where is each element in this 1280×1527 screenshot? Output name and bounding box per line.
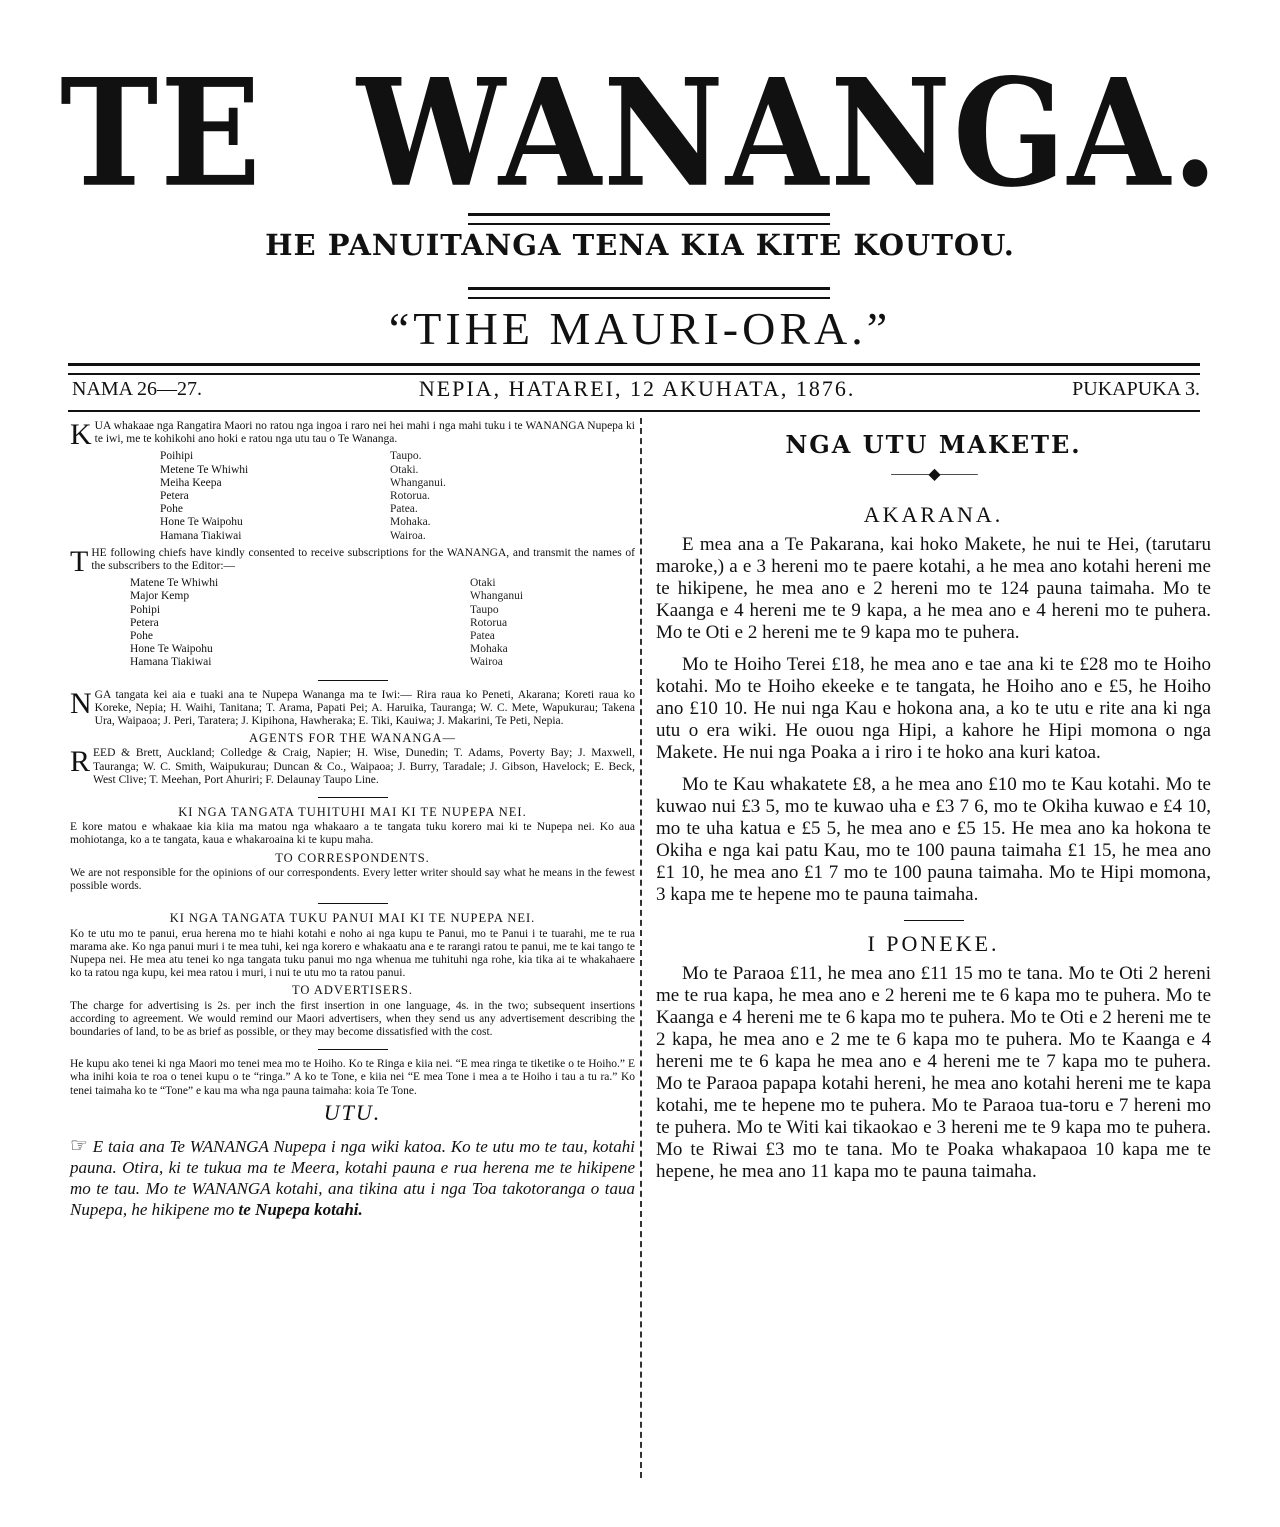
list-item: Poihipi Taupo. (160, 450, 422, 463)
advertisers-heading-english: TO ADVERTISERS. (292, 983, 413, 998)
poneke-heading: I PONEKE. (867, 931, 1000, 956)
volume-number: PUKAPUKA 3. (1072, 377, 1200, 400)
chiefs-maori-list (70, 450, 635, 542)
akarana-heading: AKARANA. (863, 502, 1004, 527)
poneke-paragraph: Mo te Paraoa £11, he mea ano £11 15 mo te tana. Mo te Oti 2 hereni me te rua kapa, he mea ano e 2 hereni me te 6 kapa mo te puhera. Mo te Kaanga e 4 hereni me te 6 kapa mo te puhera. Mo te Oti e 2 hereni me te 2 kapa, he mea ano e 2 me te 6 kapa mo te puhera. Mo te Kaanga e 4 hereni me te 6 kapa he mea ano e 4 hereni me te 7 kapa mo te puhera. Mo te Paraoa papapa kotahi hereni, he mea ano kotahi hereni me te kapa kotahi, me te hepene mo te puhera. Mo te Paraoa tua-toru e 7 hereni mo te puhera. Mo te Witi kai tikaokao e 3 hereni me te 9 kapa mo te puhera. Mo te Riwai £3 mo te tana. Mo te Poaka whakapaoa 10 kapa me te hepene, he mea ano 11 kapa mo te pauna taimaha. (656, 963, 1211, 1182)
list-item: Metene Te Whiwhi Otaki. (160, 463, 419, 476)
list-item: Pohe Patea (130, 630, 495, 643)
market-prices-heading: NGA UTU MAKETE. (785, 430, 1082, 459)
akarana-paragraph: E mea ana a Te Pakarana, kai hoko Makete, he nui te Hei, (tarutaru maroke,) a e 3 hereni mo te paere kotahi, a he mea ano kotahi hereni me te hikipene, he mea ano e 2 hereni mo te 124 pauna taimaha. Mo te Kaanga e 4 hereni me te 9 kapa, a he mea ano e 4 hereni mo te puhera. Mo te Oti e 2 hereni me te 9 kapa mo te puhera. (656, 534, 1211, 643)
section-rule (318, 797, 388, 798)
motto: “TIHE MAURI-ORA.” (388, 303, 892, 354)
issue-number: NAMA 26—27. (72, 377, 203, 400)
masthead-word-te: TE (60, 46, 263, 221)
pointing-hand-icon: ☞ (70, 1134, 88, 1157)
list-item: Meiha Keepa Whanganui. (160, 476, 446, 489)
advertisers-english: The charge for advertising is 2s. per inch the first insertion in one language, 4s. in the two; subsequent insertions according to agreement. We would remind our Maori advertisers, when they send us any advertisement describing the boundaries of land, to be as brief as possible, or they may become dissatisfied with the cost. (70, 999, 635, 1038)
list-item: Petera Rotorua. (160, 490, 430, 503)
list-item: Pohe Patea. (160, 503, 418, 516)
section-rule (318, 1049, 388, 1050)
advertisers-maori: Ko te utu mo te panui, erua herena mo te hiahi kotahi e noho ai nga kupu te Panui, mo te Panui i te tuarahi, me te rua marama ake. Ko nga panui muri i te mea tuhi, kei nga korero e whakaatu ana e te rarangi ratou te panui, me te kai tango te Nupepa nei. He mea atu tenei ko nga tangata tuku panui mo nga whenua me tuhituhi nga rohe, kia tika ai te whakahaere ko ta ratou nga kupu, kei mea ratou i muri, i nui te utu mo ta ratou panui. (70, 927, 635, 980)
left-column (70, 420, 635, 1237)
section-rule (318, 903, 388, 904)
list-item: Hone Te Waipohu Mohaka. (160, 516, 431, 529)
section-rule (318, 680, 388, 681)
dateline: NEPIA, HATAREI, 12 AKUHATA, 1876. (418, 376, 856, 401)
utu-body: ☞ E taia ana Te WANANGA Nupepa i nga wiki katoa. Ko te utu mo te tau, kotahi pauna. Otira, ki te tukua ma te Meera, kotahi pauna e rua herena me te hikipene mo te tau. Mo te WANANGA kotahi, ana tikina atu i nga Toa takotoranga o taua Nupepa, he hikipene mo te Nupepa kotahi. (70, 1134, 636, 1219)
section-rule (904, 920, 964, 921)
subtitle: HE PANUITANGA TENA KIA KITE KOUTOU. (265, 228, 1015, 262)
correspondents-maori: E kore matou e whakaae kia kiia ma matou nga whakaaro a te tangata tuku korero mai ki te Nupepa nei. Ko aua mohiotanga, ko a te tangata, kaua e whakaroaina ki te kupu maha. (70, 821, 635, 847)
diamond-ornament-icon: ⸻◆⸻ (890, 466, 977, 483)
correspondents-heading-maori: KI NGA TANGATA TUHITUHI MAI KI TE NUPEPA NEI. (178, 805, 527, 820)
measures-note: He kupu ako tenei ki nga Maori mo tenei mea mo te Hoiho. Ko te Ringa e kiia nei. “E mea ringa te tiketike o te Hoiho.” E wha inihi koia te roa o tenei kupu o te “ringa.” A ko te Tone, e kiia nei “E mea Tone i mea a te Hoiho i tau a tu ra.” Ko tenei taimaha ko te “Tone” e kau ma wha nga pauna taimaha: koia Te Tone. (70, 1058, 635, 1097)
list-item: Major Kemp Whanganui (130, 590, 524, 603)
rule-bottom-infobar (68, 410, 1200, 412)
advertisers-heading-maori: KI NGA TANGATA TUKU PANUI MAI KI TE NUPEPA NEI. (169, 911, 536, 926)
rule-under-masthead (468, 213, 830, 225)
list-item: Hone Te Waipohu Mohaka (130, 643, 508, 656)
chiefs-english-list (70, 577, 635, 669)
list-item: Pohipi Taupo (130, 603, 499, 616)
agents-english: REED & Brett, Auckland; Colledge & Craig, Napier; H. Wise, Dunedin; T. Adams, Poverty Bay; J. Maxwell, Tauranga; W. C. Smith, Waipukurau; Duncan & Co., Waipaoa; J. Burry, Taradale; J. Gibson, Havelock; E. Beck, West Clive; T. Meehan, Port Ahuriri; F. Delaunay Taupo Line. (70, 745, 635, 786)
utu-heading: UTU. (323, 1099, 382, 1125)
correspondents-english: We are not responsible for the opinions of our correspondents. Every letter writer should say what he means in the fewest possible words. (70, 866, 635, 893)
masthead (60, 46, 1220, 221)
issue-infobar (72, 372, 1200, 406)
notice-maori: KUA whakaae nga Rangatira Maori no ratou nga ingoa i raro nei hei mahi i nga mahi tuku i te WANANGA Nupepa ki te iwi, me te kohikohi ano hoki e ratou nga utu tau o Te Wananga. (70, 418, 635, 451)
right-column (656, 420, 1211, 1193)
list-item: Matene Te Whiwhi Otaki (130, 577, 496, 590)
list-item: Petera Rotorua (130, 616, 508, 629)
notice-english: THE following chiefs have kindly consented to receive subscriptions for the WANANGA, and transmit the names of the subscribers to the Editor:— (70, 544, 635, 578)
column-divider (640, 418, 642, 1478)
masthead-word-wananga: WANANGA. (356, 46, 1220, 221)
agents-maori: NGA tangata kei aia e tuaki ana te Nupepa Wananga ma te Iwi:— Rira raua ko Peneti, Akarana; Koreti raua ko Koreke, Nepia; H. Waihi, Tanitana; T. Arama, Papati Pei; A. Haruika, Tauranga; W. C. Mete, Wapukurau; Takena Ura, Waipaoa; J. Peri, Taratera; J. Kipihona, Hawheraka; E. Tiki, Kauiwa; J. Makarini, Te Peti, Nepia. (70, 686, 635, 728)
agents-heading: AGENTS FOR THE WANANGA— (249, 731, 456, 746)
correspondents-heading-english: TO CORRESPONDENTS. (275, 850, 430, 865)
rule-under-subtitle (468, 287, 830, 299)
list-item: Hamana Tiakiwai Wairoa (130, 656, 503, 669)
list-item: Hamana Tiakiwai Wairoa. (160, 529, 426, 542)
akarana-paragraph: Mo te Kau whakatete £8, a he mea ano £10 mo te Kau kotahi. Mo te kuwao nui £3 5, mo te kuwao uha e £3 7 6, mo te Okiha kuwao e £4 10, mo te uha katua e £5 5, he mea ano e £5 15. He mea ano ka hokona te Okiha e nga kai patu Kau, mo te 100 pauna taimaha £1 15, he mea ano £1 10, he mea ano £1 7 mo te 100 pauna taimaha. Mo te Hipi momona, 3 kapa me te hepene mo te pauna taimaha. (656, 774, 1211, 905)
akarana-paragraph: Mo te Hoiho Terei £18, he mea ano e tae ana ki te £28 mo te Hoiho kotahi. Mo te Hoiho ekeeke e te tangata, he Hoiho ano e £5, he Hoiho ano £10 10. He nui nga Kau e hokona ana, a ko te utu e rite ana ki nga utu o era wiki. He ouou nga Hipi, a kahore he Hipi momona o nga Makete. He nui nga Poaka a i riro i te hoko ana kuri katoa. (656, 654, 1211, 763)
